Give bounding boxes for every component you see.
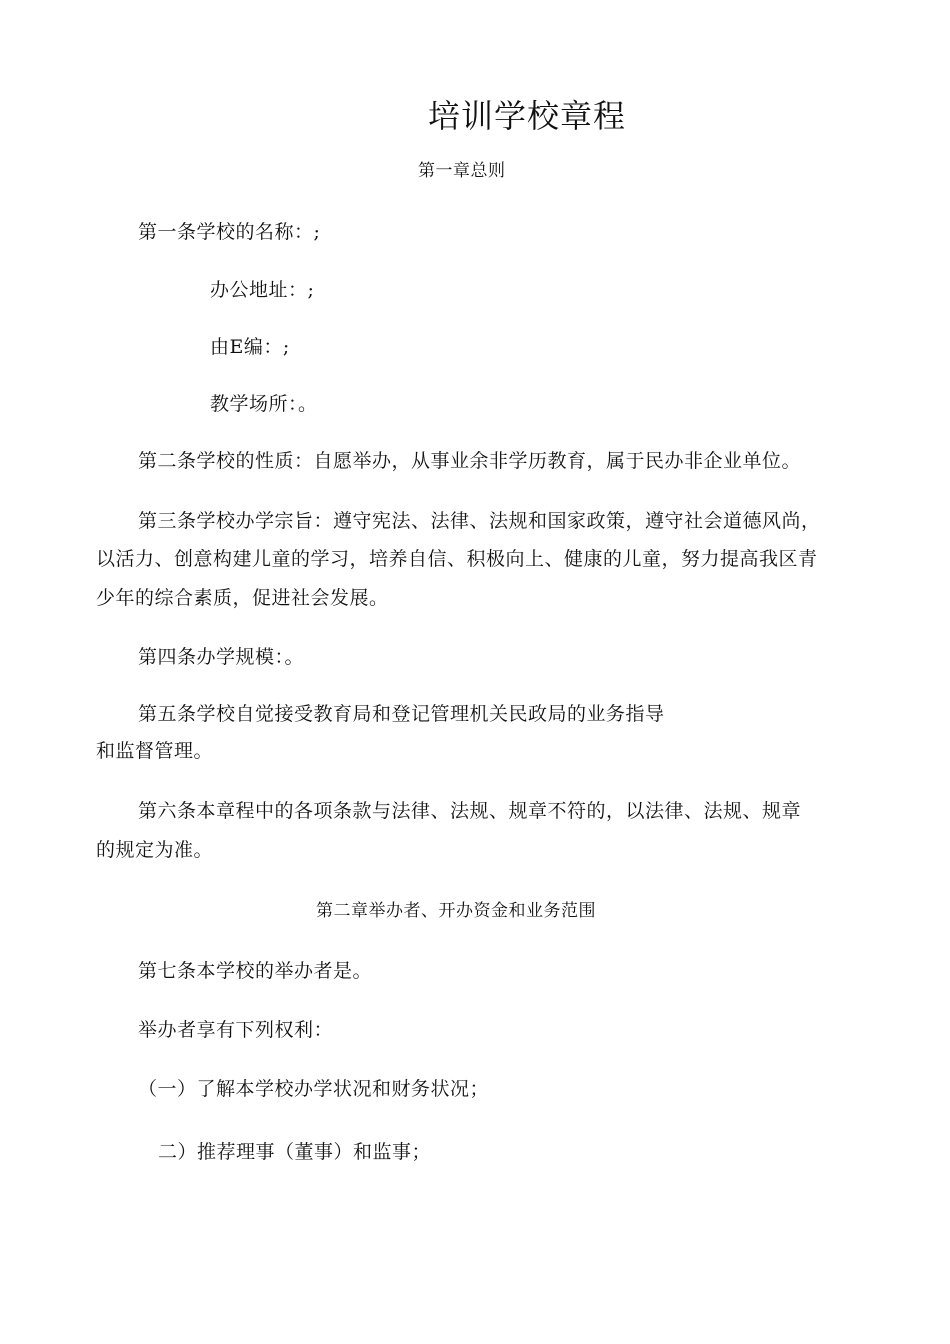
article-3-line-2: 以活力、创意构建儿童的学习，培养自信、积极向上、健康的儿童，努力提高我区青 xyxy=(96,548,818,570)
article-5-line-1: 第五条学校自觉接受教育局和登记管理机关民政局的业务指导 xyxy=(138,703,665,725)
article-7: 第七条本学校的举办者是。 xyxy=(138,960,373,982)
article-6-line-2: 的规定为准。 xyxy=(96,839,214,861)
article-3-line-3: 少年的综合素质，促进社会发展。 xyxy=(96,587,389,609)
right-item-1: （一）了解本学校办学状况和财务状况； xyxy=(138,1078,490,1100)
article-2: 第二条学校的性质：自愿举办，从事业余非学历教育，属于民办非企业单位。 xyxy=(138,450,802,472)
article-3-line-1: 第三条学校办学宗旨：遵守宪法、法律、法规和国家政策，遵守社会道德风尚， xyxy=(138,510,821,532)
article-6-line-1: 第六条本章程中的各项条款与法律、法规、规章不符的，以法律、法规、规章 xyxy=(138,800,802,822)
article-1-address: 办公地址：; xyxy=(210,279,315,301)
article-1-venue: 教学场所：。 xyxy=(210,393,318,415)
chapter-heading-1: 第一章总则 xyxy=(418,161,506,181)
article-1-postcode: 由E编：; xyxy=(210,336,290,358)
right-item-2: 二）推荐理事（董事）和监事； xyxy=(158,1141,432,1163)
document-title: 培训学校章程 xyxy=(428,97,627,135)
article-4: 第四条办学规模：。 xyxy=(138,646,305,668)
article-1-name: 第一条学校的名称：; xyxy=(138,221,321,243)
article-5-line-2: 和监督管理。 xyxy=(96,740,214,762)
rights-intro: 举办者享有下列权利： xyxy=(138,1019,334,1041)
chapter-heading-2: 第二章举办者、开办资金和业务范围 xyxy=(316,901,596,921)
